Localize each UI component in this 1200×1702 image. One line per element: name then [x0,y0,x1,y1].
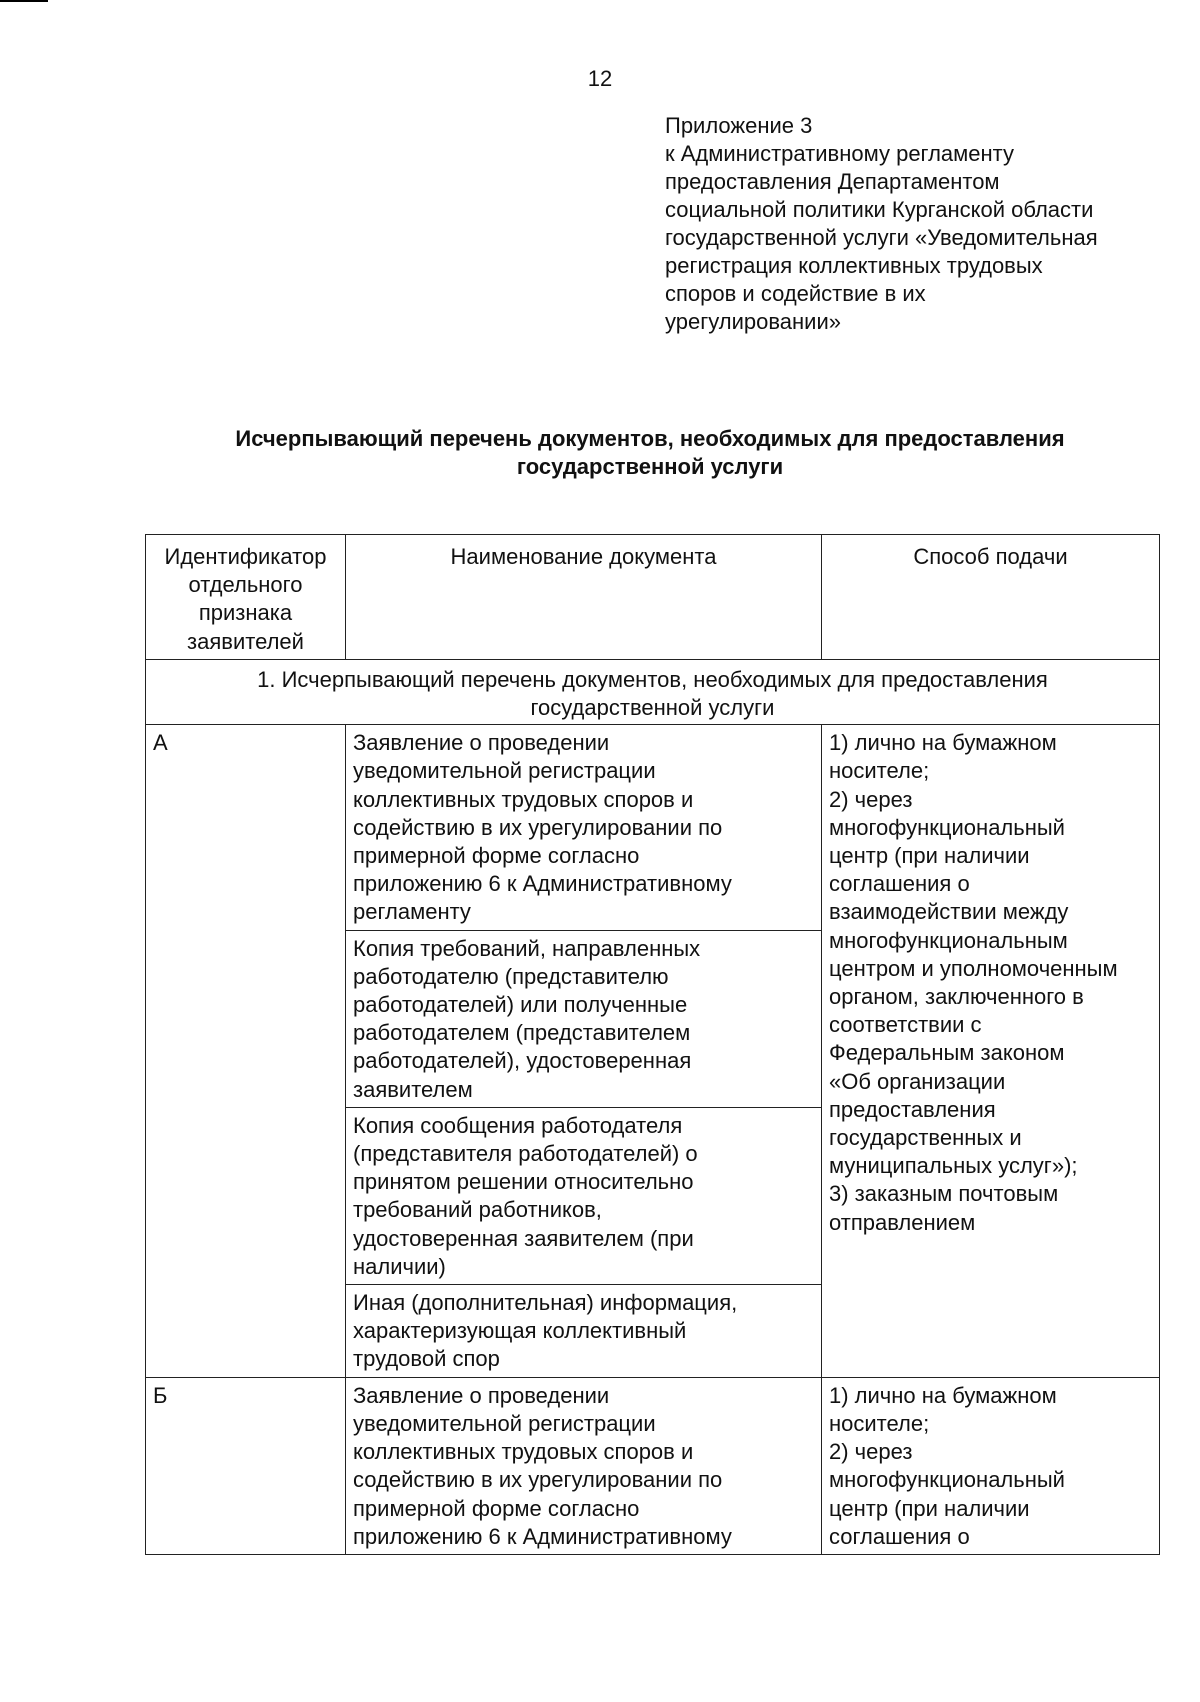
document-title [140,425,1160,481]
applicant-id-cell: А [146,725,346,1377]
document-name-cell: Заявление о проведении уведомительной регистрации коллективных трудовых споров и содействию в их урегулировании по примерной форме согласно приложению 6 к Административному регламенту [346,725,822,930]
appendix-line: Приложение 3 [665,113,813,138]
document-name-cell: Копия сообщения работодателя (представителя работодателей) о принятом решении относительно требований работников, удостоверенная заявителем (при наличии) [346,1107,822,1284]
table-header-row [146,535,1160,660]
submission-method-cell: 1) лично на бумажном носителе; 2) через многофункциональный центр (при наличии соглашения о [822,1377,1160,1554]
scan-corner-mark [0,0,48,2]
appendix-line: регистрация коллективных трудовых [665,253,1043,278]
document-title-line: Исчерпывающий перечень документов, необходимых для предоставления [235,426,1065,451]
appendix-line: к Административному регламенту [665,141,1015,166]
header-document-name: Наименование документа [346,535,822,660]
table-row [146,725,1160,930]
appendix-line: споров и содействие в их [665,281,926,306]
document-name-cell: Заявление о проведении уведомительной регистрации коллективных трудовых споров и содействию в их урегулировании по примерной форме согласно приложению 6 к Административному [346,1377,822,1554]
document-name-cell: Иная (дополнительная) информация, характеризующая коллективный трудовой спор [346,1285,822,1378]
appendix-line: предоставления Департаментом [665,169,1000,194]
section-row [146,659,1160,724]
appendix-line: государственной услуги «Уведомительная [665,225,1098,250]
applicant-id-cell: Б [146,1377,346,1554]
section-heading: 1. Исчерпывающий перечень документов, необходимых для предоставления государственной услуги [146,659,1160,724]
appendix-line: урегулировании» [665,309,841,334]
submission-method-cell: 1) лично на бумажном носителе; 2) через многофункциональный центр (при наличии соглашения о взаимодействии между многофункциональным центром и уполномоченным органом, заключенного в соответствии с Федеральным законом «Об организации предоставления государственных и муниципальных услуг»); 3) заказным почтовым отправлением [822,725,1160,1377]
header-submission-method: Способ подачи [822,535,1160,660]
header-applicant-id: Идентификатор отдельного признака заявителей [146,535,346,660]
document-title-line: государственной услуги [516,454,784,479]
appendix-note [665,112,1185,336]
appendix-line: социальной политики Курганской области [665,197,1094,222]
documents-table [145,534,1160,1555]
document-name-cell: Копия требований, направленных работодателю (представителю работодателей) или полученные работодателем (представителем работодателей), удостоверенная заявителем [346,930,822,1107]
page-number: 12 [587,66,613,91]
table-row [146,1377,1160,1554]
